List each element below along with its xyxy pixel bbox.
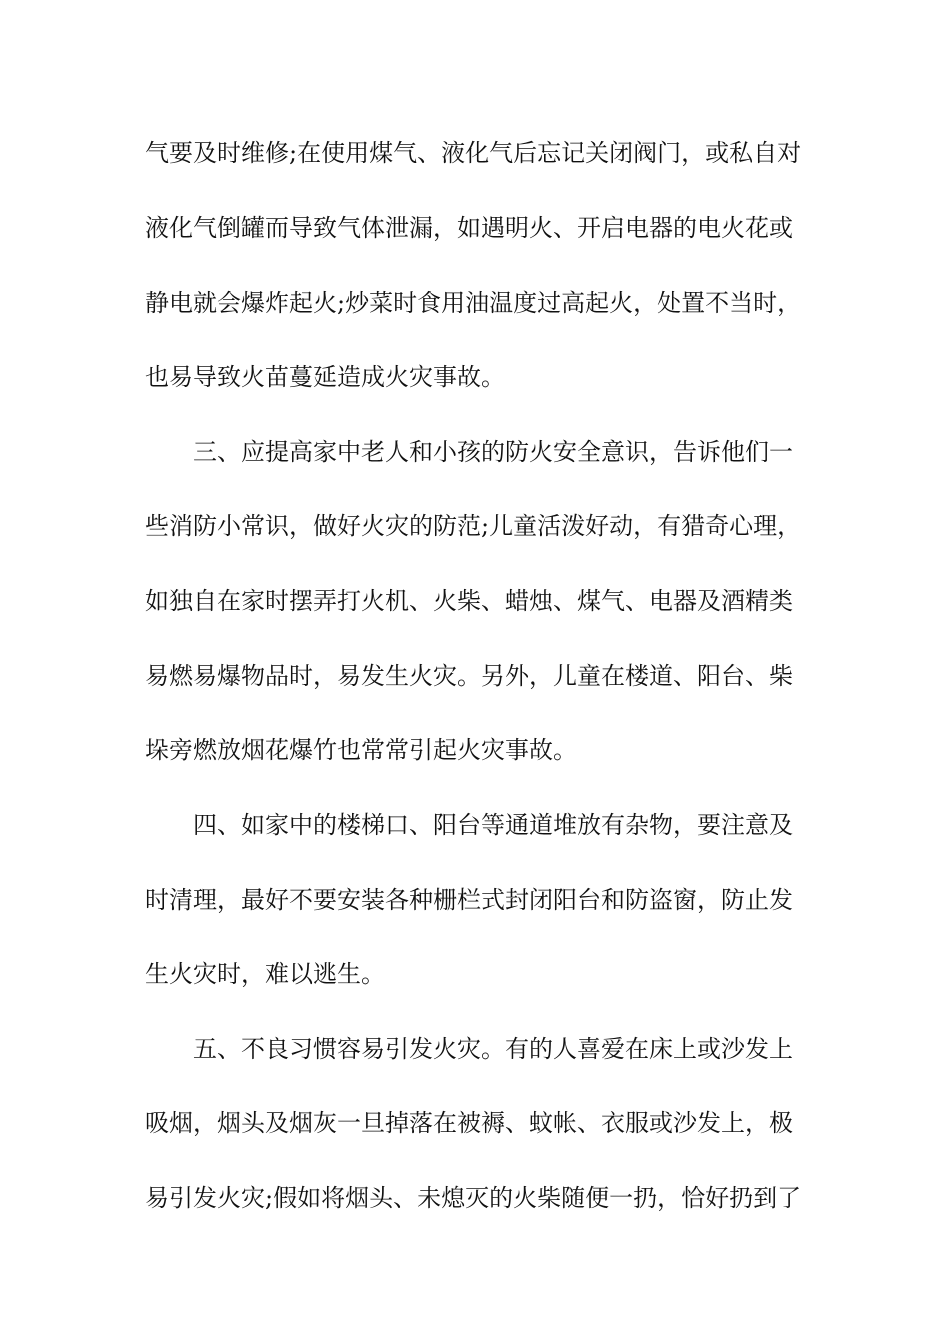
paragraph-first-line: 五、不良习惯容易引发火灾。有的人喜爱在床上或沙发上: [193, 1035, 793, 1063]
text-line: 也易导致火苗蔓延造成火灾事故。: [145, 363, 505, 391]
text-line: 如独自在家时摆弄打火机、火柴、蜡烛、煤气、电器及酒精类: [145, 587, 793, 615]
text-line: 吸烟，烟头及烟灰一旦掉落在被褥、蚊帐、衣服或沙发上，极: [145, 1109, 793, 1137]
text-line: 易燃易爆物品时，易发生火灾。另外，儿童在楼道、阳台、柴: [145, 662, 793, 690]
text-line: 易引发火灾;假如将烟头、未熄灭的火柴随便一扔，恰好扔到了: [145, 1184, 802, 1212]
paragraph-first-line: 三、应提高家中老人和小孩的防火安全意识，告诉他们一: [193, 438, 793, 466]
text-line: 静电就会爆炸起火;炒菜时食用油温度过高起火，处置不当时，: [145, 289, 802, 317]
text-line: 生火灾时，难以逃生。: [145, 960, 385, 988]
text-line: 时清理，最好不要安装各种栅栏式封闭阳台和防盗窗，防止发: [145, 886, 793, 914]
text-line: 气要及时维修;在使用煤气、液化气后忘记关闭阀门，或私自对: [145, 139, 802, 167]
text-line: 垛旁燃放烟花爆竹也常常引起火灾事故。: [145, 736, 577, 764]
paragraph-first-line: 四、如家中的楼梯口、阳台等通道堆放有杂物，要注意及: [193, 811, 793, 839]
text-line: 液化气倒罐而导致气体泄漏，如遇明火、开启电器的电火花或: [145, 214, 793, 242]
text-line: 些消防小常识，做好火灾的防范;儿童活泼好动，有猎奇心理，: [145, 512, 802, 540]
